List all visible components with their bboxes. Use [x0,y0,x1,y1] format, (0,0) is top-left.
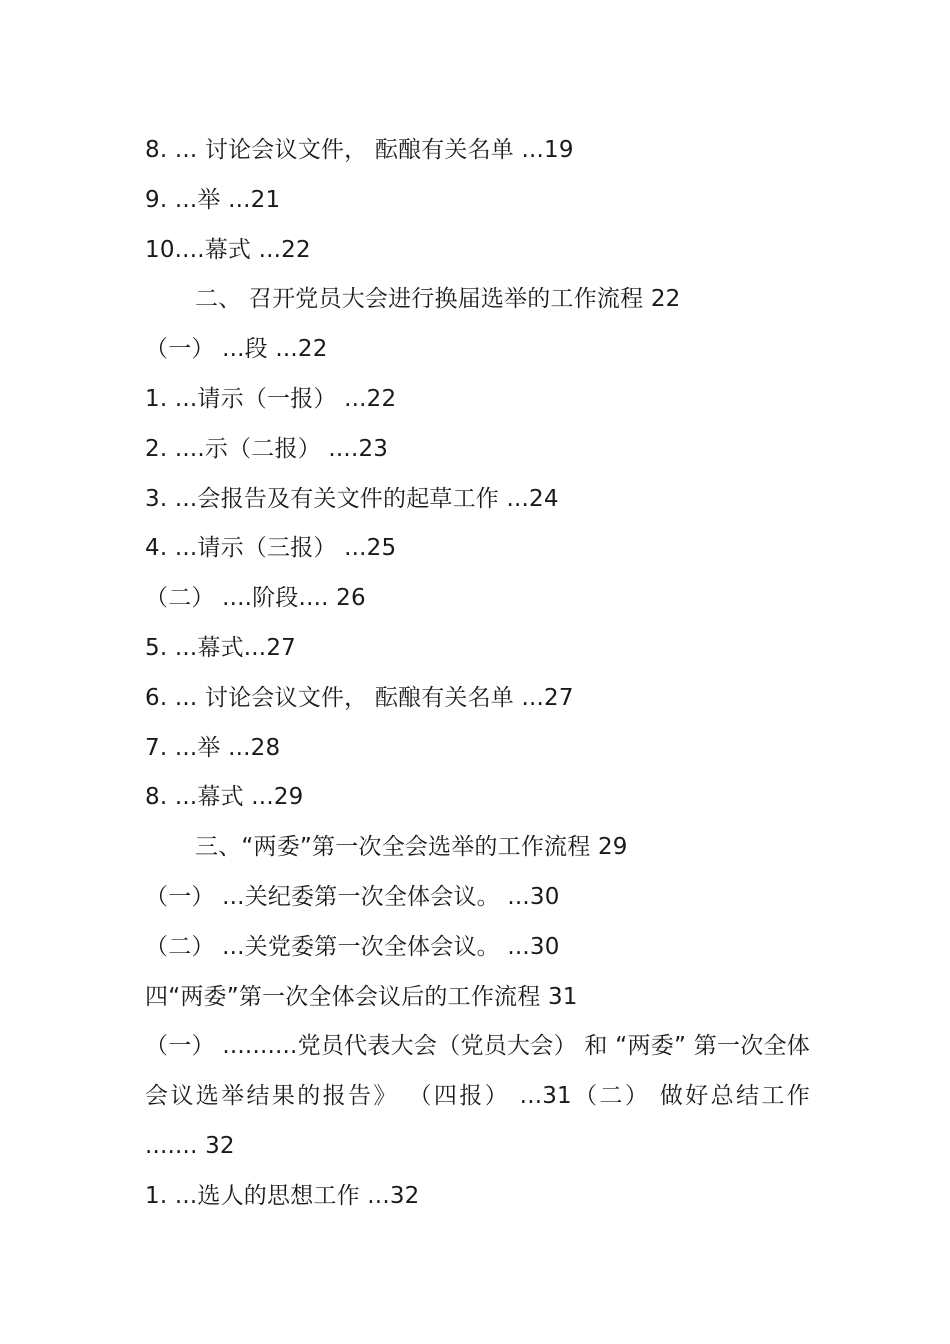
toc-entry-1-candidate-work: 1. ...选人的思想工作 ...32 [145,1182,420,1209]
toc-entry-8-discuss-files: 8. ... 讨论会议文件， 酝酿有关名单 ...19 [145,137,574,163]
toc-subsection-3-1: （一） ...关纪委第一次全体会议。 ...30 [145,883,560,910]
toc-entry-2-report-2: 2. ....示（二报） ....23 [145,435,389,462]
table-of-contents [145,126,810,1222]
toc-subsection-2-1: （一） ...段 ...22 [145,336,328,363]
toc-section-3-heading: 三、“两委”第一次全会选举的工作流程 29 [195,834,628,861]
toc-entry-8-closing: 8. ...幕式 ...29 [145,784,304,811]
toc-entry-7-election: 7. ...举 ...28 [145,734,281,761]
toc-entry-10-closing: 10....幕式 ...22 [145,236,311,263]
toc-subsection-4-1-wrapped: （一） ..........党员代表大会（党员大会） 和 “两委” 第一次全体会议选举结果的报告》 （四报） ...31（二） 做好总结工作 ....... 32 [145,1033,810,1159]
toc-entry-1-request-report-1: 1. ...请示（一报） ...22 [145,385,397,412]
toc-entry-5-opening: 5. ...幕式...27 [145,634,296,661]
toc-section-4-heading: 四“两委”第一次全体会议后的工作流程 31 [145,983,578,1010]
toc-entry-3-drafting: 3. ...会报告及有关文件的起草工作 ...24 [145,485,559,512]
toc-entry-4-request-report-3: 4. ...请示（三报） ...25 [145,535,397,562]
toc-section-2-heading: 二、 召开党员大会进行换届选举的工作流程 22 [195,286,681,313]
toc-entry-9-election: 9. ...举 ...21 [145,186,281,213]
toc-subsection-3-2: （二） ...关党委第一次全体会议。 ...30 [145,933,560,960]
toc-subsection-2-2: （二） ....阶段.... 26 [145,585,366,612]
toc-entry-6-discuss-files: 6. ... 讨论会议文件， 酝酿有关名单 ...27 [145,684,574,711]
